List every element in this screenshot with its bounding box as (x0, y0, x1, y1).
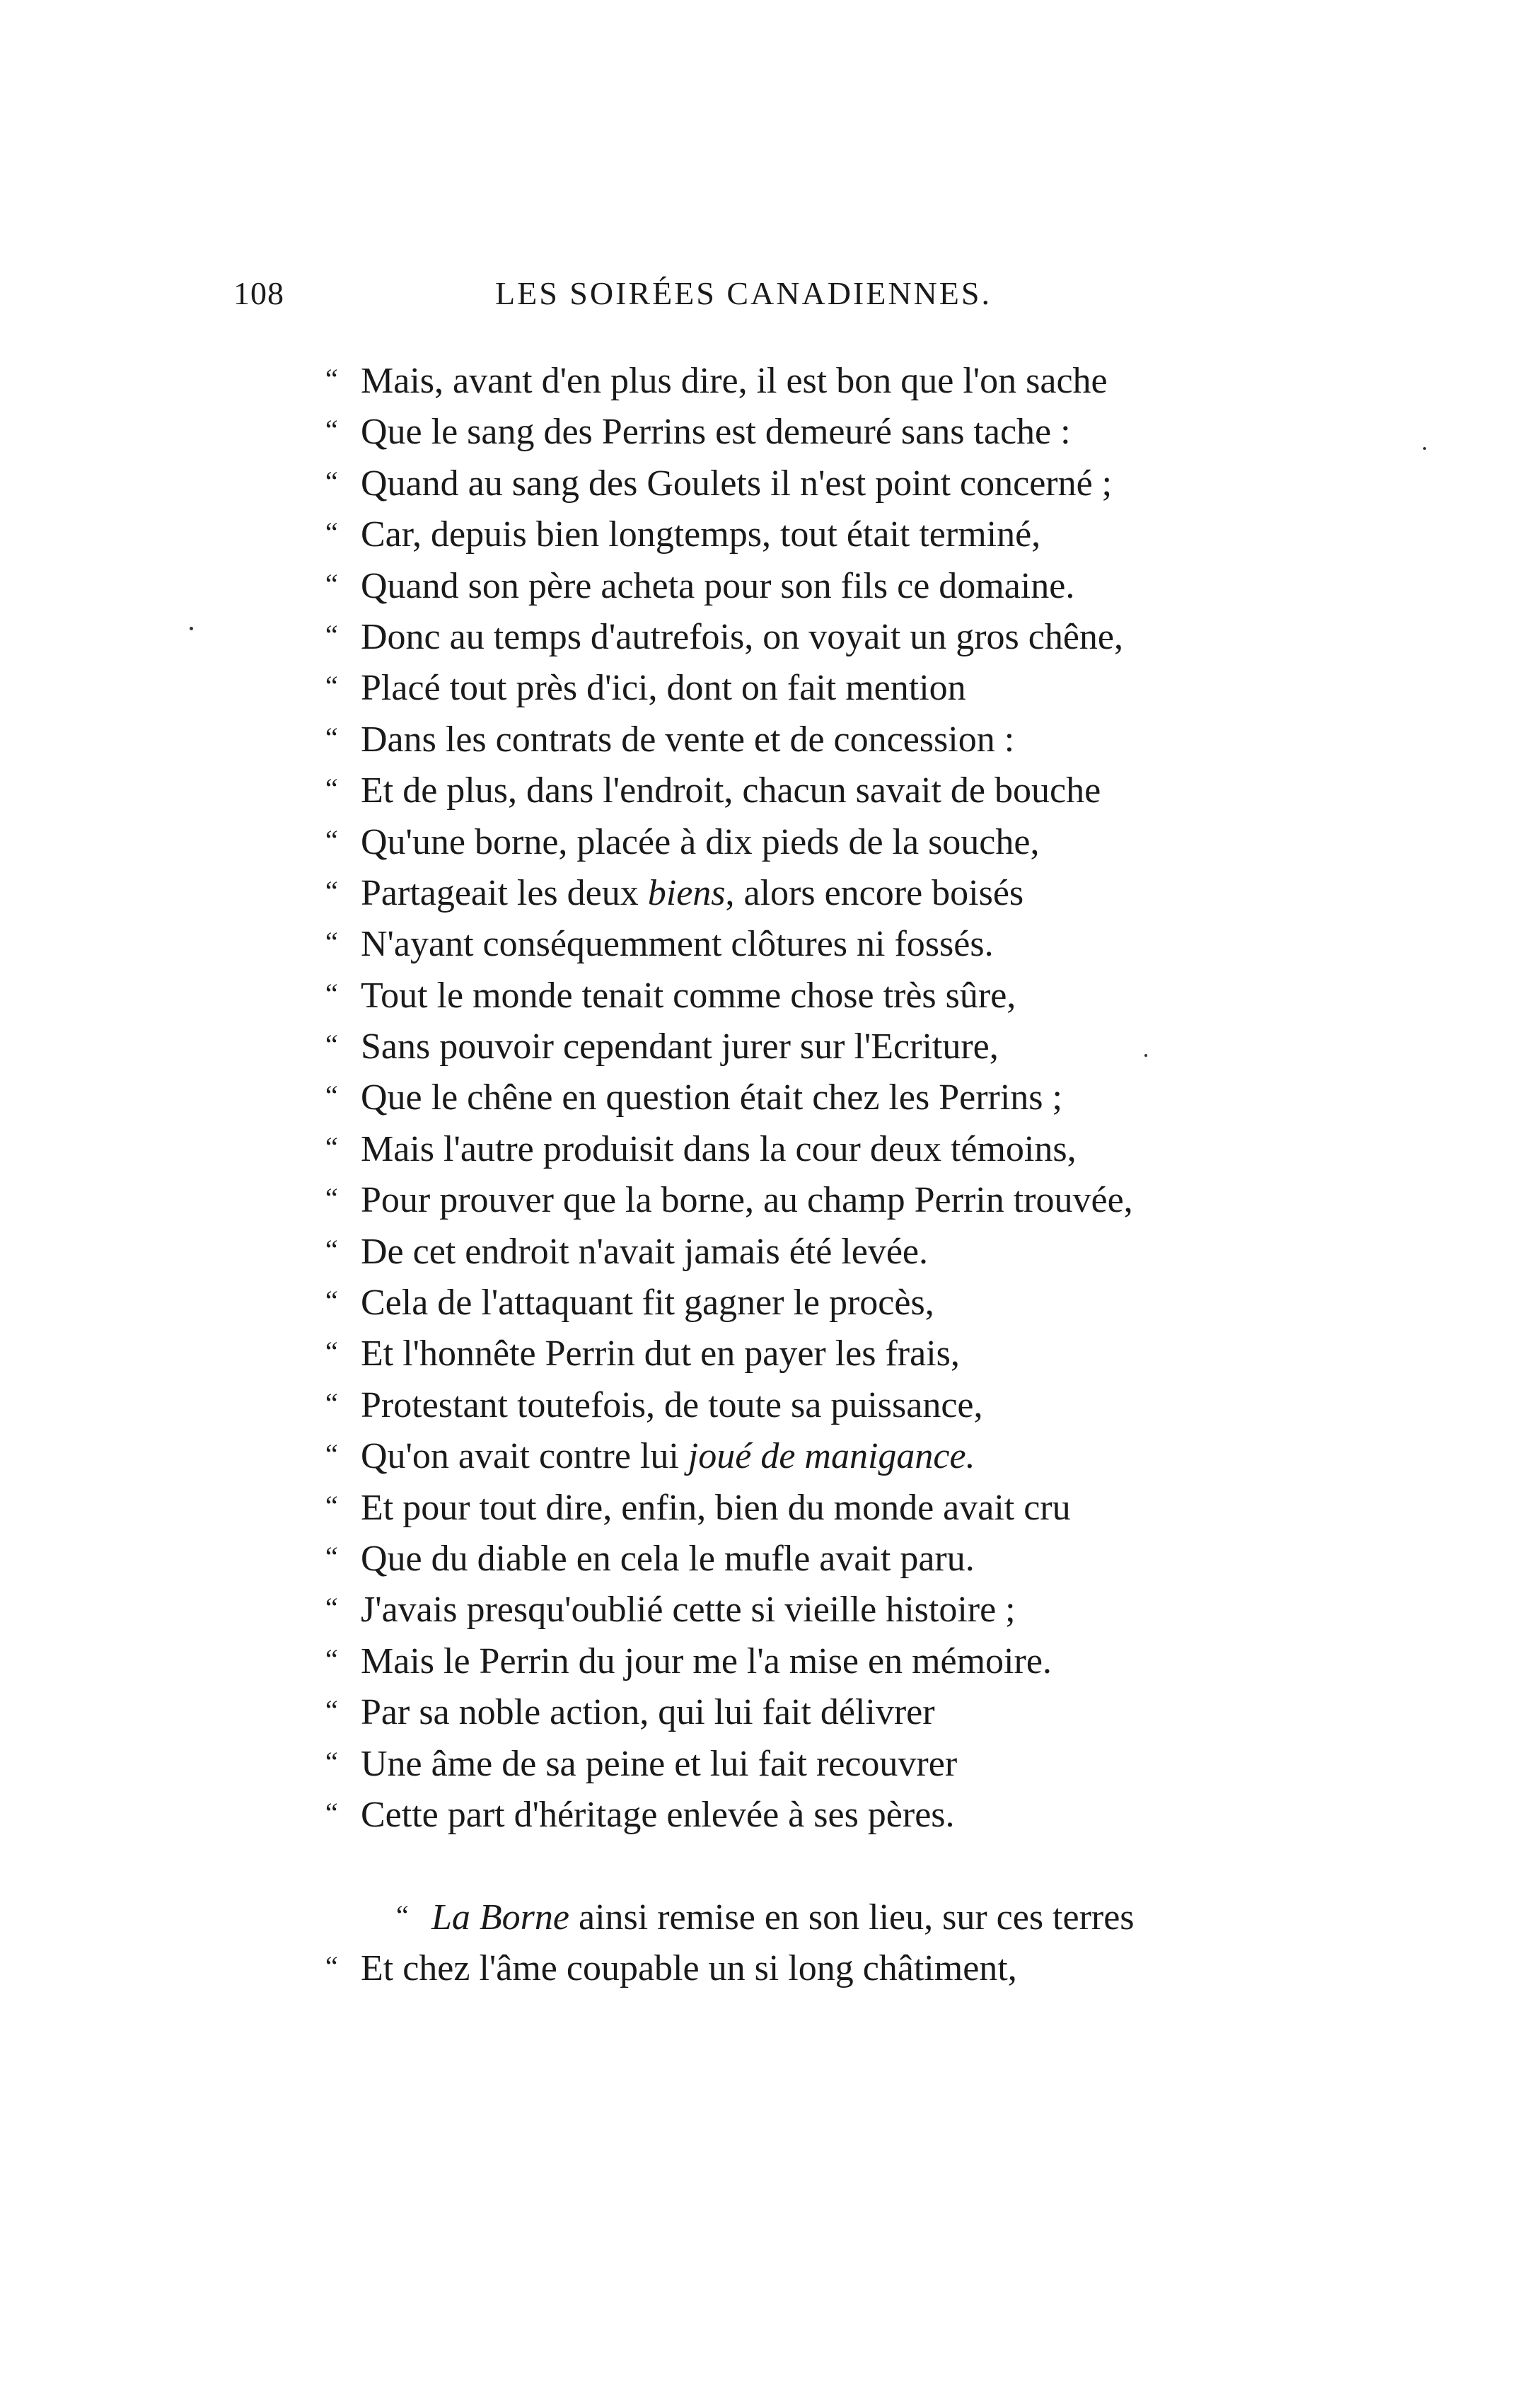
verse-line (325, 1173, 1358, 1224)
verse-line (325, 559, 1358, 610)
opening-quote-mark: “ (325, 1130, 338, 1163)
verse-stanza (325, 354, 1358, 1839)
verse-text: Cette part d'héritage enlevée à ses pères. (361, 1794, 955, 1835)
verse-text: Une âme de sa peine et lui fait recouvrer (361, 1743, 958, 1784)
paper-speck (1144, 1054, 1147, 1057)
paper-speck (1423, 447, 1426, 450)
verse-line (325, 661, 1358, 712)
opening-quote-mark: “ (325, 363, 338, 395)
verse-line (325, 1582, 1358, 1633)
opening-quote-mark: “ (325, 1079, 338, 1112)
opening-quote-mark: “ (325, 1592, 338, 1624)
verse-text: Mais, avant d'en plus dire, il est bon que l'on sache (361, 361, 1108, 401)
opening-quote-mark: “ (325, 567, 338, 600)
verse-text: Par sa noble action, qui lui fait délivrer (361, 1692, 935, 1733)
verse-line (325, 1941, 1358, 1992)
opening-quote-mark: “ (325, 772, 338, 805)
verse-line (325, 1326, 1358, 1377)
verse-text: Car, depuis bien longtemps, tout était terminé, (361, 514, 1041, 555)
opening-quote-mark: “ (325, 977, 338, 1009)
opening-quote-mark: “ (325, 1745, 338, 1778)
verse-text-after: , alors encore boisés (725, 872, 1024, 913)
opening-quote-mark: “ (325, 926, 338, 959)
verse-text: Quand son père acheta pour son fils ce domaine. (361, 565, 1075, 606)
verse-text: Et l'honnête Perrin dut en payer les frais, (361, 1333, 960, 1374)
verse-line (325, 1225, 1358, 1275)
verse-text: Pour prouver que la borne, au champ Perrin trouvée, (361, 1180, 1133, 1221)
verse-line (325, 1788, 1358, 1839)
opening-quote-mark: “ (325, 1489, 338, 1522)
verse-line (325, 507, 1358, 558)
verse-line (325, 1429, 1358, 1480)
page-number: 108 (233, 275, 284, 311)
verse-text: Protestant toutefois, de toute sa puissance, (361, 1384, 983, 1425)
verse-line (325, 968, 1358, 1019)
verse-text: Que le sang des Perrins est demeuré sans tache : (361, 412, 1071, 453)
verse-line (325, 917, 1358, 968)
opening-quote-mark: “ (325, 465, 338, 497)
verse-text: Que du diable en cela le mufle avait paru. (361, 1538, 975, 1579)
opening-quote-mark: “ (325, 1182, 338, 1215)
opening-quote-mark: “ (325, 874, 338, 907)
verse-text: De cet endroit n'avait jamais été levée. (361, 1231, 928, 1272)
verse-line (325, 1481, 1358, 1532)
verse-line (325, 1070, 1358, 1121)
opening-quote-mark: “ (325, 1233, 338, 1266)
verse-text: Mais l'autre produisit dans la cour deux témoins, (361, 1128, 1077, 1169)
opening-quote-mark: “ (325, 1336, 338, 1368)
verse-line (325, 1275, 1358, 1326)
verse-line (325, 354, 1358, 405)
verse-text: Sans pouvoir cependant jurer sur l'Ecriture, (361, 1026, 999, 1067)
verse-text: Placé tout près d'ici, dont on fait mention (361, 668, 966, 709)
verse-text: Et pour tout dire, enfin, bien du monde avait cru (361, 1487, 1071, 1528)
verse-text: Qu'on avait contre lui (361, 1436, 688, 1477)
verse-line (325, 866, 1358, 917)
opening-quote-mark: “ (325, 1694, 338, 1727)
verse-line (325, 405, 1358, 456)
verse-line (325, 1737, 1358, 1788)
verse-line (325, 1685, 1358, 1736)
page-header (233, 274, 1266, 331)
opening-quote-mark: “ (325, 670, 338, 702)
verse-text: Quand au sang des Goulets il n'est point concerné ; (361, 463, 1113, 504)
verse-line (325, 1122, 1358, 1173)
verse-line (325, 1890, 1358, 1941)
opening-quote-mark: “ (325, 1643, 338, 1675)
verse-text: Tout le monde tenait comme chose très sûre, (361, 975, 1016, 1016)
opening-quote-mark: “ (325, 721, 338, 753)
verse-text: N'ayant conséquemment clôtures ni fossés. (361, 924, 994, 965)
verse-text: Et chez l'âme coupable un si long châtiment, (361, 1948, 1017, 1989)
verse-italic-text: joué de manigance. (688, 1436, 975, 1477)
opening-quote-mark: “ (325, 1438, 338, 1471)
verse-line (325, 1532, 1358, 1582)
opening-quote-mark: “ (325, 1540, 338, 1573)
verse-line (325, 712, 1358, 763)
opening-quote-mark: “ (325, 1387, 338, 1419)
opening-quote-mark: “ (396, 1899, 409, 1931)
verse-text: Partageait les deux (361, 872, 648, 913)
verse-text: Mais le Perrin du jour me l'a mise en mémoire. (361, 1640, 1052, 1681)
verse-italic-text: La Borne (431, 1897, 569, 1938)
verse-line (325, 456, 1358, 507)
verse-text: Dans les contrats de vente et de concession : (361, 719, 1015, 760)
verse-italic-text: biens (647, 872, 726, 913)
verse-text: Et de plus, dans l'endroit, chacun savait de bouche (361, 770, 1101, 811)
verse-line (325, 763, 1358, 814)
verse-text-after: ainsi remise en son lieu, sur ces terres (569, 1897, 1135, 1938)
opening-quote-mark: “ (325, 414, 338, 446)
opening-quote-mark: “ (325, 1796, 338, 1829)
verse-text: Que le chêne en question était chez les Perrins ; (361, 1077, 1062, 1118)
paper-speck (190, 627, 193, 630)
verse-line (325, 815, 1358, 866)
verse-stanza-continued (325, 1890, 1358, 1993)
verse-text: Cela de l'attaquant fit gagner le procès, (361, 1283, 934, 1324)
verse-line (325, 1378, 1358, 1429)
opening-quote-mark: “ (325, 1950, 338, 1983)
running-title: LES SOIRÉES CANADIENNES. (495, 275, 992, 311)
verse-text: Donc au temps d'autrefois, on voyait un gros chêne, (361, 616, 1123, 657)
opening-quote-mark: “ (325, 1285, 338, 1317)
verse-line (325, 1634, 1358, 1685)
opening-quote-mark: “ (325, 823, 338, 856)
verse-line (325, 610, 1358, 661)
verse-text: J'avais presqu'oublié cette si vieille histoire ; (361, 1590, 1016, 1631)
opening-quote-mark: “ (325, 1029, 338, 1061)
verse-line (325, 1019, 1358, 1070)
opening-quote-mark: “ (325, 618, 338, 651)
verse-text: Qu'une borne, placée à dix pieds de la souche, (361, 821, 1040, 862)
opening-quote-mark: “ (325, 516, 338, 549)
